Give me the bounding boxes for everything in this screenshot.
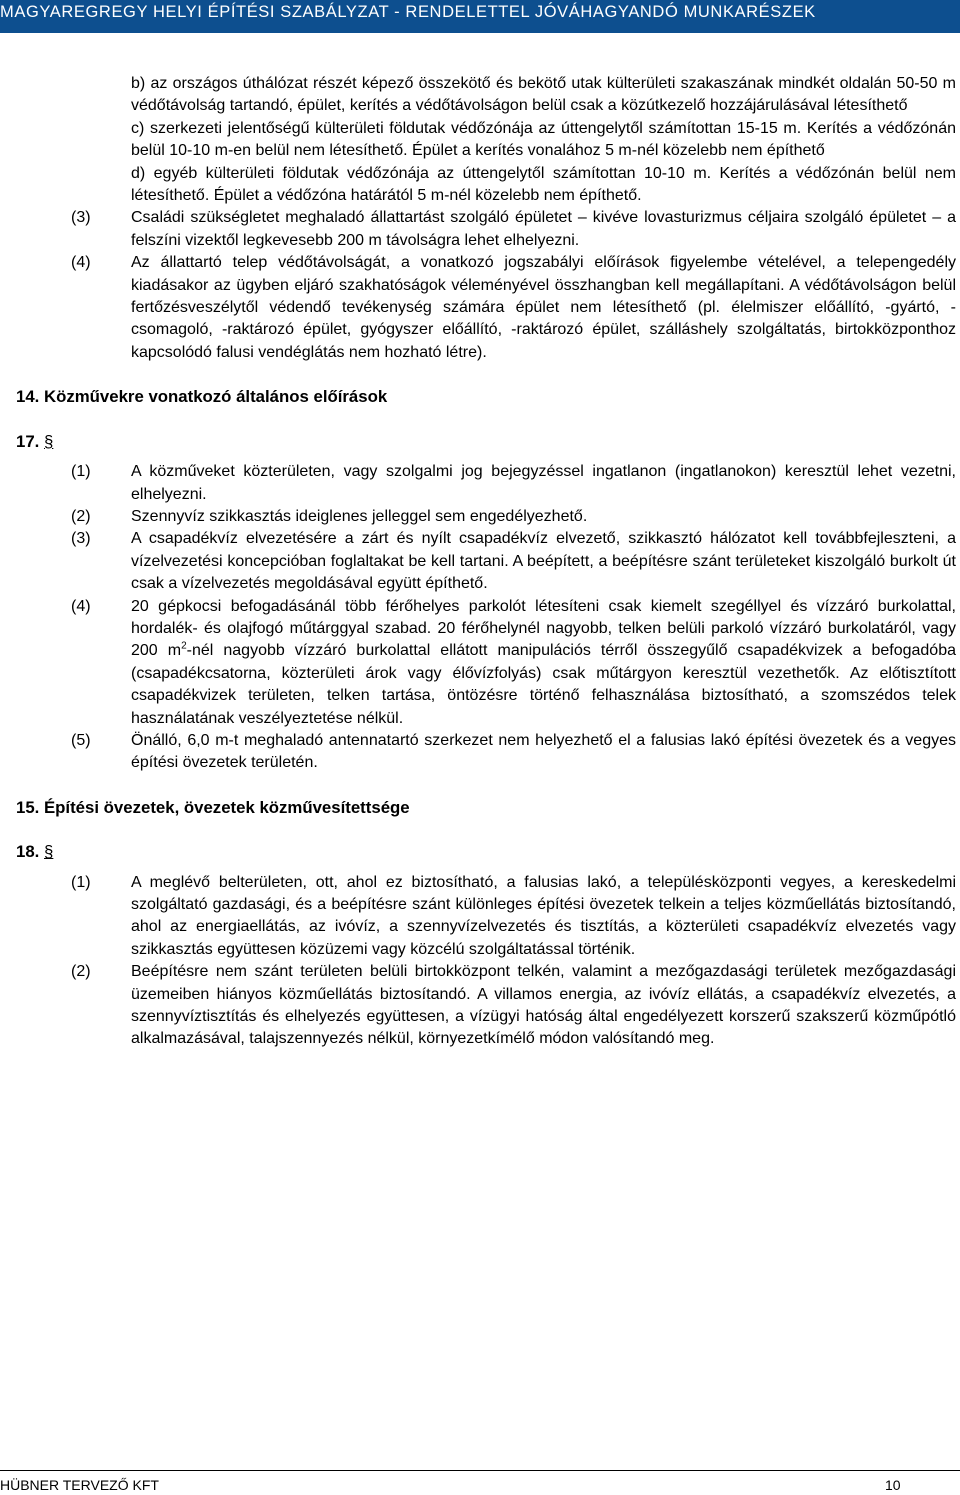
item-text: A csapadékvíz elvezetésére a zárt és nyílt csapadékvíz elvezető, szikkasztó hálózatot kell továbbfejleszteni, a vízelvezetési koncepcióban foglaltakat be kell tartani. A beépített, a beépítésre szánt területeket kiszolgáló burkolt út csak a vízelvezetés megoldásával együtt építhető. xyxy=(131,530,956,593)
item-number: (1) xyxy=(71,873,91,891)
item-text xyxy=(131,598,956,727)
paragraph-d: d) egyéb külterületi földutak védőzónája az úttengelytől számítottan 10-10 m. Kerítés a védőzónán belül nem létesíthető. Épület a védőzóna határától 5 m-nél közelebb nem építhető. xyxy=(131,164,956,205)
list-item xyxy=(0,872,956,962)
list-item xyxy=(0,252,956,364)
item-number: (2) xyxy=(71,963,91,981)
item-number: (1) xyxy=(71,463,91,481)
item-number: (2) xyxy=(71,507,91,525)
item-text: A közműveket közterületen, vagy szolgalmi jog bejegyzéssel ingatlanon (ingatlanokon) keresztül lehet vezetni, elhelyezni. xyxy=(131,463,956,503)
paragraph-18-heading xyxy=(0,841,960,863)
item-number: (4) xyxy=(71,254,91,272)
list-item xyxy=(0,528,956,595)
paragraph-number: 18. xyxy=(16,842,40,862)
superscript: 2 xyxy=(181,641,187,653)
item-text: Szennyvíz szikkasztás ideiglenes jelleggel sem engedélyezhető. xyxy=(131,507,588,525)
section-symbol: § xyxy=(44,431,54,451)
item-text: A meglévő belterületen, ott, ahol ez biztosítható, a falusias lakó, a településközponti vegyes, a kereskedelmi szolgáltató gazdasági, és a beépítésre szánt különleges építési övezetek telkein a teljes közműellátás biztosítandó, ahol az energiaellátás, az ivóvíz, a szennyvízelvezetés és tisztítás, a közterületi csapadékvíz elvezetés vagy szikkasztás együttesen közüzemi vagy közcélú szolgáltatással történik. xyxy=(131,873,956,958)
item-text: Beépítésre nem szánt területen belüli birtokközpont telkén, valamint a mezőgazdasági területek mezőgazdasági üzemeiben hiányos közműellátás biztosítandó. A villamos energia, az ivóvíz ellátás, a csapadékvíz elvezetés, a szennyvíztisztítás és elhelyezés együttesen, a vízügyi hatóság által engedélyezett korszerű szakszerű közműpótló alkalmazásával, talajszennyezés nélkül, környezetkímélő módon valósítandó meg. xyxy=(131,963,956,1048)
paragraph-17-heading xyxy=(0,431,960,453)
list-item xyxy=(0,596,956,730)
document-body xyxy=(0,73,960,1051)
paragraph-c: c) szerkezeti jelentőségű külterületi földutak védőzónája az úttengelytől számítottan 15-15 m. Kerítés a védőzónán belül 10-10 m-en belül nem létesíthető. Épület a kerítés vonalához 5 m-nél közelebb nem építhető xyxy=(131,119,956,160)
section-symbol: § xyxy=(44,842,54,862)
paragraph-b: b) az országos úthálózat részét képező összekötő és bekötő utak külterületi szakaszának mindkét oldalán 50-50 m védőtávolság tartandó, épület, kerítés a védőtávolságon belül csak a közútkezelő hozzájárulásával létesíthető xyxy=(131,75,956,115)
item-number: (3) xyxy=(71,530,91,548)
list-item xyxy=(0,730,956,775)
item-number: (5) xyxy=(71,731,91,749)
item-text-part: 20 gépkocsi befogadásánál több férőhelyes parkolót létesíteni csak kiemelt szegéllyel és vízzáró burkolattal, hordalék- és olajfogó műtárggyal szabad. 20 férőhelynél nagyobb, telken belüli parkoló vízzáró burkolatáról, vagy 200 m xyxy=(131,597,956,660)
list-item xyxy=(0,207,956,252)
list-item xyxy=(0,961,956,1051)
item-number: (4) xyxy=(71,597,91,615)
item-text: Önálló, 6,0 m-t meghaladó antennatartó szerkezet nem helyezhető el a falusias lakó építési övezetek és a vegyes építési övezetek területén. xyxy=(131,731,956,772)
list-item xyxy=(0,461,956,506)
item-number: (3) xyxy=(71,209,91,227)
item-text: Az állattartó telep védőtávolságát, a vonatkozó jogszabályi előírások figyelembe vételével, a telepengedély kiadásakor az ügyben eljáró szakhatóságok véleményével összhangban kell megállapítani. A védőtávolságon belül fertőzésveszélytől védendő tevékenység számára épület nem létesíthető (pl. élelmiszer előállító, -gyártó, -csomagoló, -raktározó épület, gyógyszer előállító, -raktározó épület, szálláshely szolgáltatás, birtokközponthoz kapcsolódó falusi vendéglátás nem hozható létre). xyxy=(131,254,956,361)
section-heading-14: 14. Közművekre vonatkozó általános előírások xyxy=(16,387,388,407)
section-heading-15: 15. Építési övezetek, övezetek közművesítettsége xyxy=(16,797,410,817)
item-text-part: -nél nagyobb vízzáró burkolattal ellátott manipulációs térről összegyűlő csapadékvizek a befogadóba (csapadékcsatorna, közterületi árok vagy élővízfolyás) csak műtárgyon keresztül vezethetők. Az előtisztított csapadékvizek területen, telken tartása, öntözésre történő felhasználása biztosítható, a szomszédos telek használatának veszélyeztetése nélkül. xyxy=(131,642,957,727)
list-item xyxy=(0,506,956,528)
page-number: 10 xyxy=(885,1477,901,1493)
header-title: MAGYAREGREGY HELYI ÉPÍTÉSI SZABÁLYZAT - RENDELETTEL JÓVÁHAGYANDÓ MUNKARÉSZEK xyxy=(0,3,816,21)
item-text: Családi szükségletet meghaladó állattartást szolgáló épületet – kivéve lovasturizmus céljaira szolgáló épületet – a felszíni vizektől legkevesebb 200 m távolságra lehet elhelyezni. xyxy=(131,209,956,249)
footer-divider xyxy=(0,1470,960,1471)
paragraph-number: 17. xyxy=(16,431,40,451)
footer-company: HÜBNER TERVEZŐ KFT xyxy=(0,1477,159,1493)
